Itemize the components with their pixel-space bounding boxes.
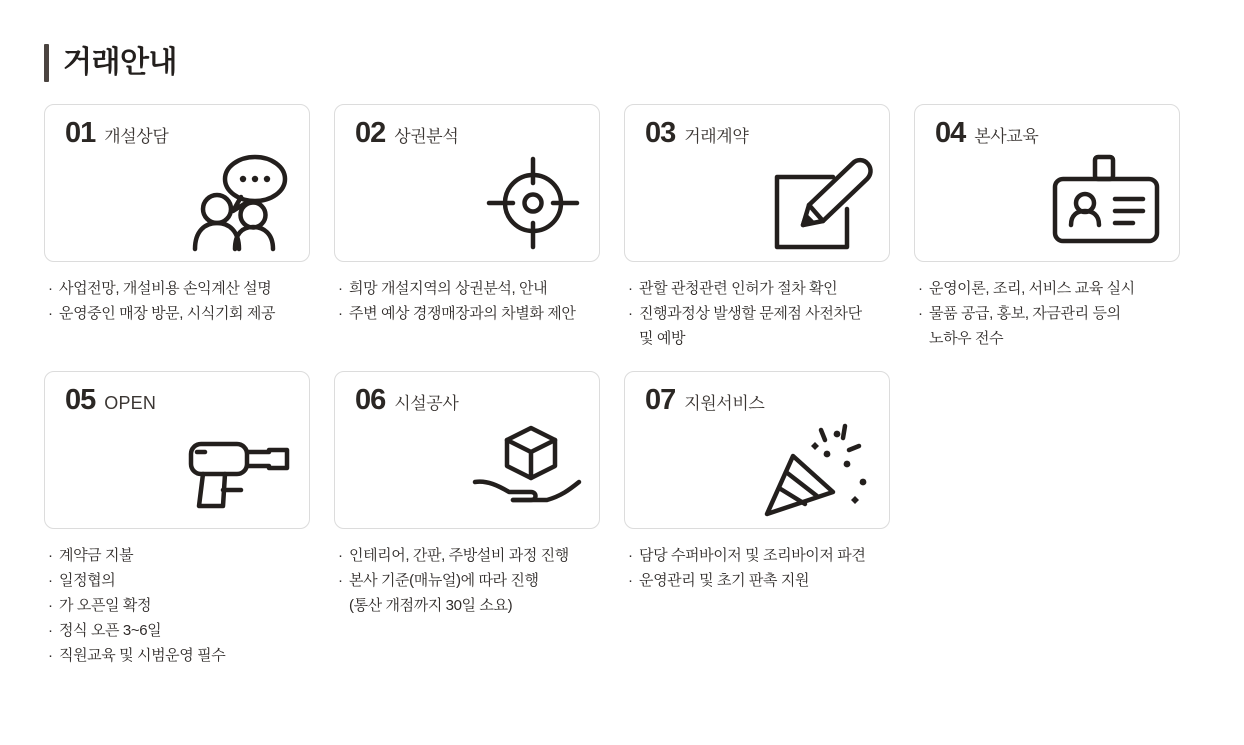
party-popper-icon xyxy=(757,416,875,520)
steps-row-2 xyxy=(44,371,1204,668)
step-title: 상권분석 xyxy=(394,127,459,146)
drill-tool-icon xyxy=(177,416,295,520)
step-card-box[interactable] xyxy=(624,371,890,529)
step-card-box[interactable] xyxy=(44,371,310,529)
step-bullet: · 본사 기준(매뉴얼)에 따라 진행 xyxy=(336,568,600,593)
step-bullets xyxy=(624,276,890,351)
step-title: 거래계약 xyxy=(684,127,749,146)
step-card-04 xyxy=(914,104,1180,351)
step-bullet: · 진행과정상 발생할 문제점 사전차단 xyxy=(626,301,890,326)
step-bullet: 및 예방 xyxy=(639,330,686,347)
step-bullet: · 물품 공급, 홍보, 자금관리 등의 xyxy=(916,301,1180,326)
step-bullet: · 희망 개설지역의 상권분석, 안내 xyxy=(336,276,600,301)
step-heading xyxy=(355,119,458,148)
step-bullets xyxy=(334,276,600,326)
step-title: 본사교육 xyxy=(974,127,1039,146)
step-heading xyxy=(645,119,748,148)
step-card-06 xyxy=(334,371,600,668)
step-bullet: · 운영중인 매장 방문, 시식기회 제공 xyxy=(46,301,310,326)
step-bullets xyxy=(914,276,1180,351)
step-bullet: · 사업전망, 개설비용 손익계산 설명 xyxy=(46,276,310,301)
contract-pen-icon xyxy=(757,149,875,253)
step-card-box[interactable] xyxy=(334,371,600,529)
step-number: 02 xyxy=(355,117,386,149)
step-heading xyxy=(355,386,458,415)
target-crosshair-icon xyxy=(467,149,585,253)
step-card-07 xyxy=(624,371,890,668)
step-bullet: · 계약금 지불 xyxy=(46,543,310,568)
step-bullet: · 운영관리 및 초기 판촉 지원 xyxy=(626,568,890,593)
step-bullets xyxy=(44,276,310,326)
step-number: 01 xyxy=(65,117,96,149)
step-card-box[interactable] xyxy=(624,104,890,262)
step-heading xyxy=(65,386,156,415)
step-bullets xyxy=(624,543,890,593)
step-card-box[interactable] xyxy=(334,104,600,262)
step-bullet: · 직원교육 및 시범운영 필수 xyxy=(46,643,310,668)
step-number: 05 xyxy=(65,384,96,416)
step-title: 지원서비스 xyxy=(684,394,765,413)
step-bullets xyxy=(334,543,600,618)
step-number: 04 xyxy=(935,117,966,149)
step-bullet: · 가 오픈일 확정 xyxy=(46,593,310,618)
step-card-05 xyxy=(44,371,310,668)
page-title-wrap xyxy=(44,44,177,82)
step-bullet: · 운영이론, 조리, 서비스 교육 실시 xyxy=(916,276,1180,301)
step-bullets xyxy=(44,543,310,668)
step-bullet: · 정식 오픈 3~6일 xyxy=(46,618,310,643)
step-card-box[interactable] xyxy=(914,104,1180,262)
steps-grid xyxy=(44,104,1204,668)
box-in-hand-icon xyxy=(467,416,585,520)
step-card-02 xyxy=(334,104,600,351)
step-title: 시설공사 xyxy=(394,394,459,413)
consultation-people-icon xyxy=(177,149,295,253)
step-number: 07 xyxy=(645,384,676,416)
title-accent-bar xyxy=(44,44,49,82)
step-bullet: · 주변 예상 경쟁매장과의 차별화 제안 xyxy=(336,301,600,326)
step-bullet: · 담당 수퍼바이저 및 조리바이저 파견 xyxy=(626,543,890,568)
steps-row-1 xyxy=(44,104,1204,351)
step-heading xyxy=(645,386,764,415)
step-bullet: · 일정협의 xyxy=(46,568,310,593)
step-bullet: 노하우 전수 xyxy=(929,330,1004,347)
step-number: 06 xyxy=(355,384,386,416)
step-number: 03 xyxy=(645,117,676,149)
step-card-01 xyxy=(44,104,310,351)
step-bullet: · 인테리어, 간판, 주방설비 과정 진행 xyxy=(336,543,600,568)
step-card-box[interactable] xyxy=(44,104,310,262)
step-bullet: (통산 개점까지 30일 소요) xyxy=(349,597,513,614)
page-title: 거래안내 xyxy=(63,46,177,79)
step-bullet: · 관할 관청관련 인허가 절차 확인 xyxy=(626,276,890,301)
step-card-03 xyxy=(624,104,890,351)
step-heading xyxy=(65,119,168,148)
step-title: OPEN xyxy=(104,393,157,413)
step-heading xyxy=(935,119,1038,148)
step-title: 개설상담 xyxy=(104,127,169,146)
id-card-badge-icon xyxy=(1047,149,1165,253)
